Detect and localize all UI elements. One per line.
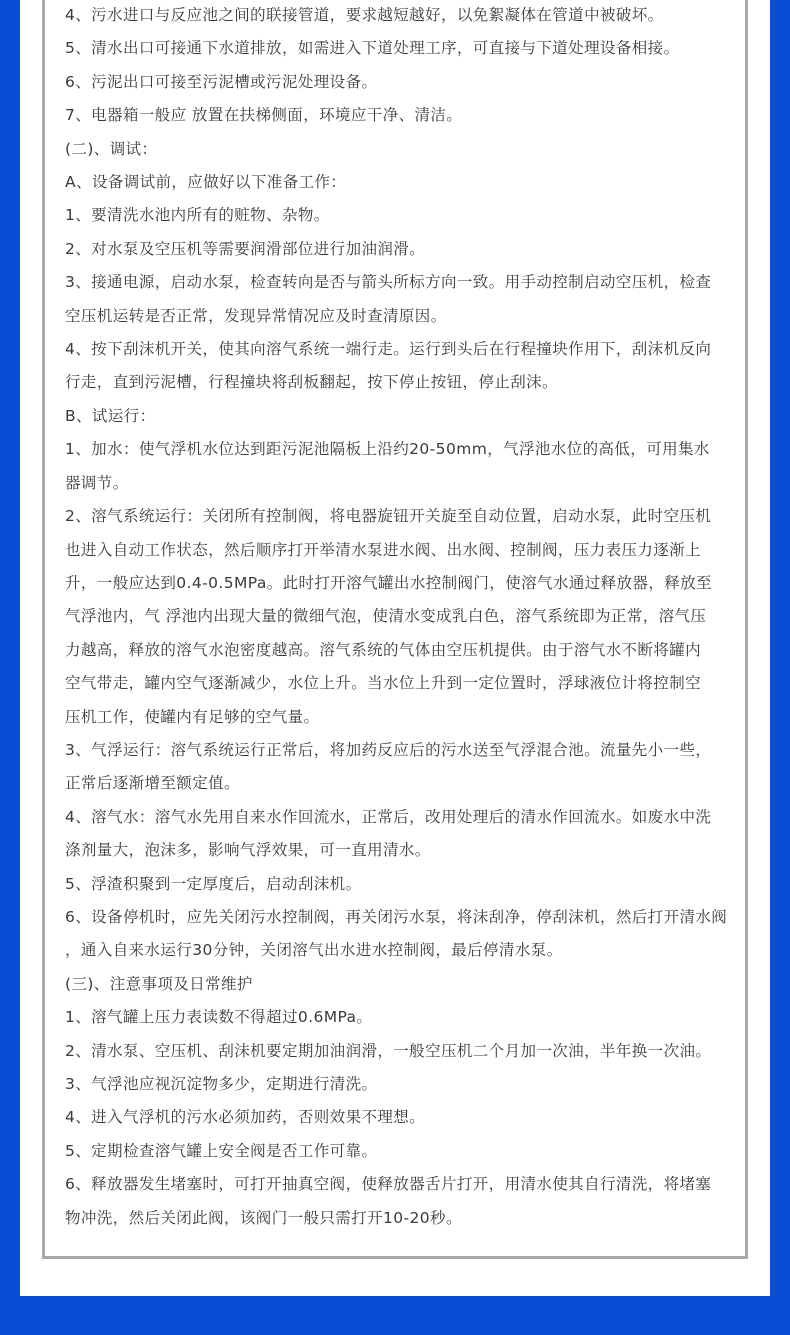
text-line: 升，一般应达到0.4-0.5MPa。此时打开溶气罐出水控制阀门，使溶气水通过释放器，释放至 <box>65 573 712 592</box>
text-line: 1、加水：使气浮机水位达到距污泥池隔板上沿约20-50mm，气浮池水位的高低，可用集水 <box>65 440 710 459</box>
text-line: 6、释放器发生堵塞时，可打开抽真空阀，使释放器舌片打开，用清水使其自行清洗，将堵塞 <box>65 1175 712 1194</box>
document-body <box>65 0 728 1235</box>
text-line: 6、污泥出口可接至污泥槽或污泥处理设备。 <box>65 72 378 91</box>
text-line: 物冲洗，然后关闭此阀，该阀门一般只需打开10-20秒。 <box>65 1208 462 1227</box>
text-line: 3、接通电源，启动水泵，检查转向是否与箭头所标方向一致。用手动控制启动空压机，检查 <box>65 273 712 292</box>
text-line: (三)、注意事项及日常维护 <box>65 974 253 993</box>
text-line: 4、进入气浮机的污水必须加药，否则效果不理想。 <box>65 1108 426 1127</box>
text-line: 器调节。 <box>65 473 129 492</box>
text-line: 涤剂量大，泡沫多，影响气浮效果，可一直用清水。 <box>65 841 431 860</box>
text-line: 3、气浮池应视沉淀物多少，定期进行清洗。 <box>65 1075 378 1093</box>
text-line: 行走，直到污泥槽，行程撞块将刮板翻起，按下停止按钮，停止刮沫。 <box>65 373 558 392</box>
text-line: 空压机运转是否正常，发现异常情况应及时查清原因。 <box>65 306 447 325</box>
text-line: 7、电器箱一般应 放置在扶梯侧面，环境应干净、清洁。 <box>65 106 463 125</box>
text-line: 2、清水泵、空压机、刮沫机要定期加油润滑，一般空压机二个月加一次油，半年换一次油。 <box>65 1041 712 1060</box>
text-line: 4、污水进口与反应池之间的联接管道，要求越短越好，以免絮凝体在管道中被破坏。 <box>65 6 664 24</box>
text-line: 5、浮渣积聚到一定厚度后，启动刮沫机。 <box>65 874 362 893</box>
text-line: B、试运行： <box>65 406 156 425</box>
text-line: 5、清水出口可接通下水道排放，如需进入下道处理工序，可直接与下道处理设备相接。 <box>65 39 680 58</box>
text-line: 1、溶气罐上压力表读数不得超过0.6MPa。 <box>65 1008 373 1027</box>
text-line: 力越高，释放的溶气水泡密度越高。溶气系统的气体由空压机提供。由于溶气水不断将罐内 <box>65 640 702 659</box>
text-line: (二)、调试： <box>65 139 158 158</box>
text-line: 压机工作，使罐内有足够的空气量。 <box>65 707 320 726</box>
text-line: 5、定期检查溶气罐上安全阀是否工作可靠。 <box>65 1141 378 1160</box>
text-line: 也进入自动工作状态，然后顺序打开举清水泵进水阀、出水阀、控制阀，压力表压力逐渐上 <box>65 540 702 559</box>
text-line: 2、对水泵及空压机等需要润滑部位进行加油润滑。 <box>65 239 426 258</box>
text-frame <box>42 0 748 1259</box>
text-line: 4、溶气水：溶气水先用自来水作回流水，正常后，改用处理后的清水作回流水。如废水中洗 <box>65 807 712 826</box>
text-line: 6、设备停机时，应先关闭污水控制阀，再关闭污水泵，将沫刮净，停刮沫机，然后打开清水阀 <box>65 907 728 926</box>
content-panel <box>20 0 770 1296</box>
text-line: A、设备调试前，应做好以下准备工作： <box>65 173 347 192</box>
text-line: 4、按下刮沫机开关，使其向溶气系统一端行走。运行到头后在行程撞块作用下，刮沫机反向 <box>65 340 712 359</box>
text-line: ，通入自来水运行30分钟，关闭溶气出水进水控制阀，最后停清水泵。 <box>65 941 563 960</box>
text-line: 正常后逐渐增至额定值。 <box>65 774 240 793</box>
text-line: 气浮池内，气 浮池内出现大量的微细气泡，使清水变成乳白色，溶气系统即为正常，溶气压 <box>65 607 707 626</box>
text-line: 2、溶气系统运行：关闭所有控制阀，将电器旋钮开关旋至自动位置，启动水泵，此时空压机 <box>65 507 712 526</box>
text-line: 3、气浮运行：溶气系统运行正常后，将加药反应后的污水送至气浮混合池。流量先小一些， <box>65 740 712 759</box>
text-line: 空气带走，罐内空气逐渐减少，水位上升。当水位上升到一定位置时，浮球液位计将控制空 <box>65 674 702 693</box>
text-line: 1、要清洗水池内所有的赃物、杂物。 <box>65 206 330 225</box>
